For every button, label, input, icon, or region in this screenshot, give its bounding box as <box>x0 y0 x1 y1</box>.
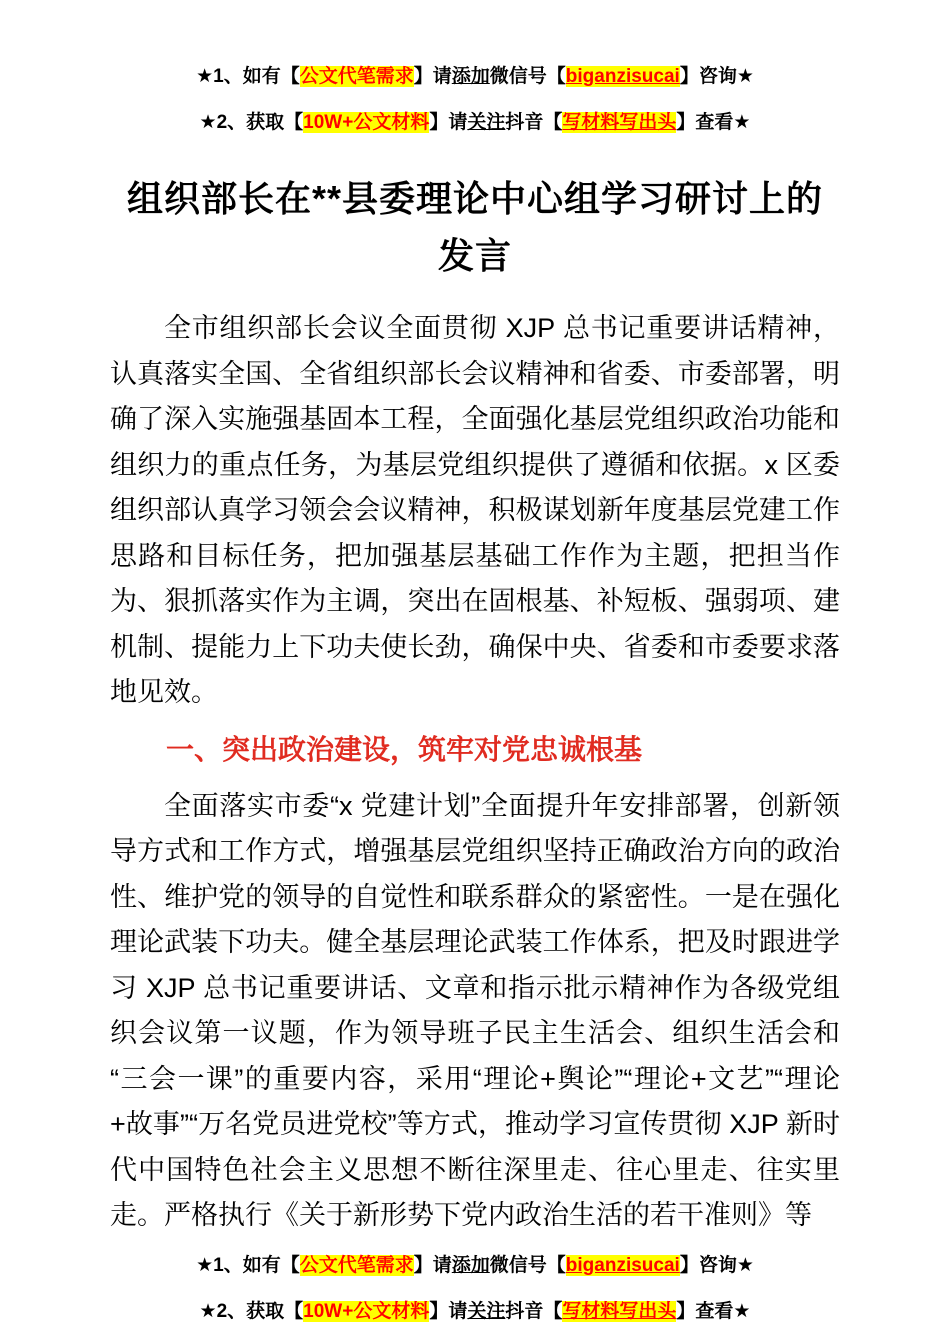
section-heading-1: 一、突出政治建设，筑牢对党忠诚根基 <box>166 733 643 765</box>
promo-line-1 <box>110 1243 840 1289</box>
promo-underline-action: 关注 <box>467 112 506 133</box>
promo-douyin-id: 写材料写出头 <box>562 1300 677 1322</box>
promo-douyin-id: 写材料写出头 <box>562 112 677 133</box>
document-title: 组织部长在**县委理论中心组学习研讨上的发言 <box>126 178 824 276</box>
promo-text: 】请 <box>413 1254 452 1276</box>
promo-highlight-service: 公文代笔需求 <box>299 1254 414 1276</box>
promo-banner-bottom <box>110 1243 840 1335</box>
promo-wechat-id: biganzisucai <box>565 66 680 87</box>
body-paragraph-2: 全面落实市委“x 党建计划”全面提升年安排部署，创新领导方式和工作方式，增强基层党组织坚持正确政治方向的政治性、维护党的领导的自觉性和联系群众的紧密性。一是在强化理论武装下功夫。健全基层理论武装工作体系，把及时跟进学习 XJP 总书记重要讲话、文章和指示批示精神作为各级党组织会议第一议题，作为领导班子民主生活会、组织生活会和“三会一课”的重要内容，采用“理论+舆论”“理论+文艺”“理论+故事”“万名党员进党校”等方式，推动学习宣传贯彻 XJP 新时代中国特色社会主义思想不断往深里走、往心里走、往实里走。严格执行《关于新形势下党内政治生活的若干准则》等 <box>110 790 840 1230</box>
promo-text: 微信号【 <box>489 66 566 87</box>
promo-highlight-materials: 10W+公文材料 <box>303 1300 430 1322</box>
promo-text: 】请 <box>429 1300 468 1322</box>
promo-text: 】查看★ <box>676 1300 751 1322</box>
promo-underline-action: 添加 <box>451 1254 490 1276</box>
promo-underline-action: 关注 <box>467 1300 506 1322</box>
promo-text: 】请 <box>429 112 468 133</box>
body-paragraph-1: 全市组织部长会议全面贯彻 XJP 总书记重要讲话精神，认真落实全国、全省组织部长会议精神和省委、市委部署，明确了深入实施强基固本工程，全面强化基层党组织政治功能和组织力的重点任务，为基层党组织提供了遵循和依据。x 区委组织部认真学习领会会议精神，积极谋划新年度基层党建工作思路和目标任务，把加强基层基础工作作为主题，把担当作为、狠抓落实作为主调，突出在固根基、补短板、强弱项、建机制、提能力上下功夫使长劲，确保中央、省委和市委要求落地见效。 <box>110 313 840 707</box>
promo-line-1 <box>110 54 840 100</box>
promo-text: ★1、如有【 <box>196 66 300 87</box>
promo-wechat-id: biganzisucai <box>565 1254 680 1276</box>
promo-text: ★2、获取【 <box>199 112 304 133</box>
promo-text: 抖音【 <box>505 112 563 133</box>
promo-line-2 <box>110 100 840 146</box>
promo-highlight-service: 公文代笔需求 <box>299 66 414 87</box>
promo-text: 】咨询★ <box>679 1254 754 1276</box>
promo-banner-top <box>110 54 840 146</box>
promo-text: 微信号【 <box>489 1254 566 1276</box>
promo-highlight-materials: 10W+公文材料 <box>303 112 430 133</box>
promo-line-2 <box>110 1289 840 1335</box>
promo-text: 】请 <box>413 66 452 87</box>
promo-text: 】查看★ <box>676 112 751 133</box>
promo-text: 】咨询★ <box>679 66 754 87</box>
promo-text: ★1、如有【 <box>196 1254 300 1276</box>
promo-underline-action: 添加 <box>451 66 490 87</box>
promo-text: 抖音【 <box>505 1300 563 1322</box>
promo-text: ★2、获取【 <box>199 1300 304 1322</box>
